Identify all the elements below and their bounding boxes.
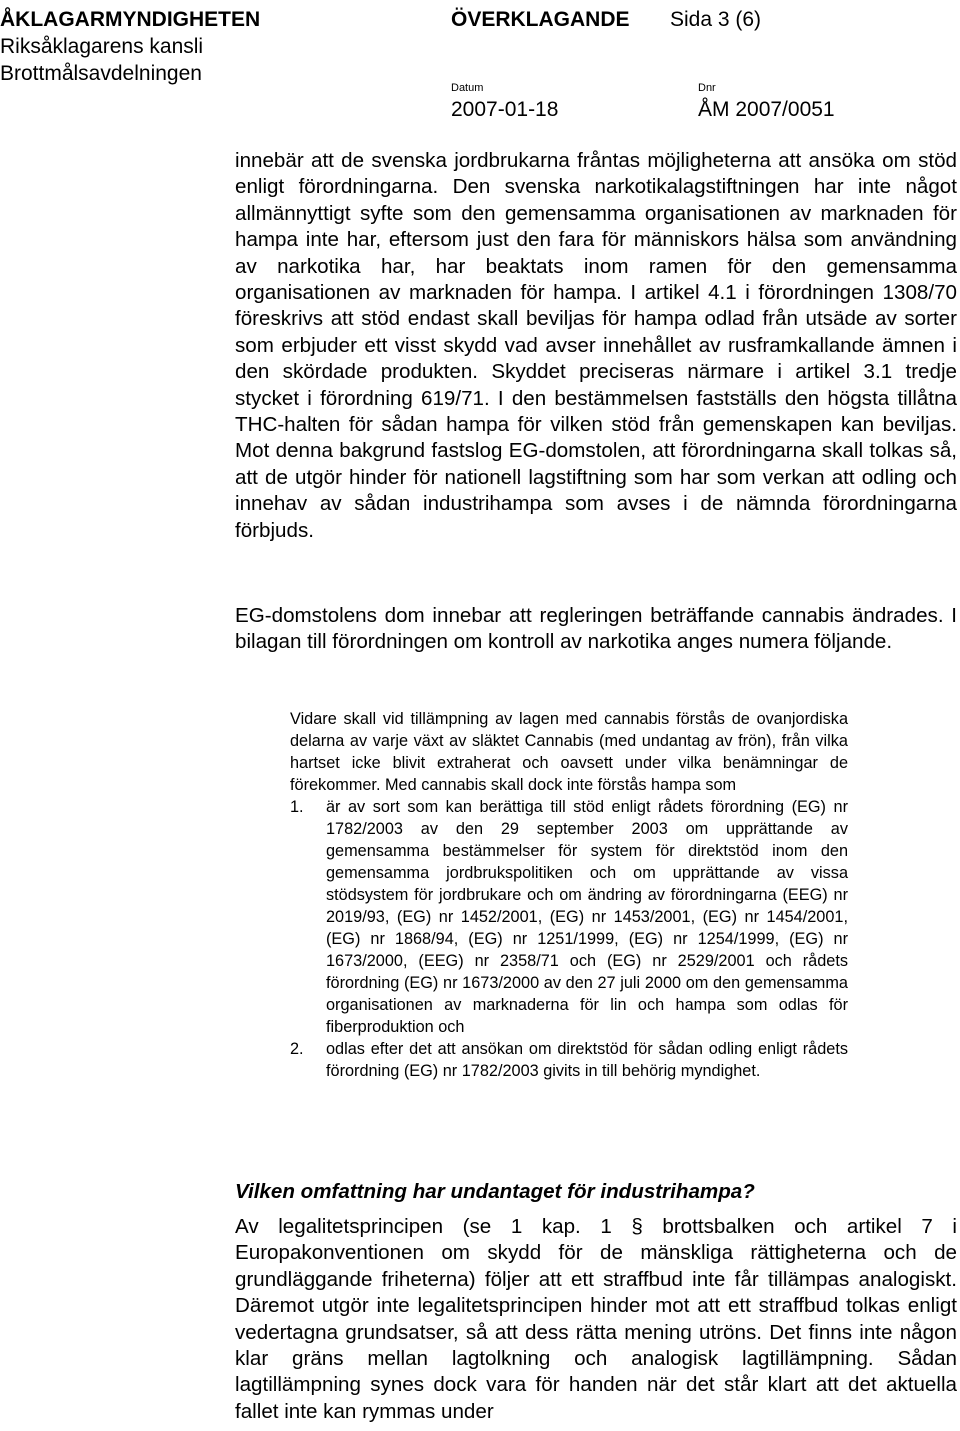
quote-list-item xyxy=(290,1038,848,1082)
list-number: 1. xyxy=(290,798,304,816)
section-heading: Vilken omfattning har undantaget för industrihampa? xyxy=(235,1180,755,1203)
list-item-text: är av sort som kan berättiga till stöd enligt rådets förordning (EG) nr 1782/2003 av den 29 september 2003 om upprättande av gemensamma bestämmelser för system för direktstöd inom den gemensamma jordbrukspolitiken och om upprättande av vissa stödsystem för jordbrukare och om ändring av förordningarna (EEG) nr 2019/93, (EG) nr 1452/2001, (EG) nr 1453/2001, (EG) nr 1454/2001, (EG) nr 1868/94, (EG) nr 1251/1999, (EG) nr 1254/1999, (EG) nr 1673/2000, (EEG) nr 2358/71 och (EG) nr 2529/2001 och rådets förordning (EG) nr 1673/2000 av den 27 juli 2000 om den gemensamma organisationen av marknaderna för lin och hampa som odlas för fiberproduktion och xyxy=(326,798,848,1036)
dnr-value: ÅM 2007/0051 xyxy=(698,98,835,121)
organization-block xyxy=(0,6,260,87)
office-name: Riksåklagarens kansli xyxy=(0,35,204,58)
page-number: Sida 3 (6) xyxy=(670,8,762,31)
paragraph-text: EG-domstolens dom innebar att regleringen beträffande cannabis ändrades. I bilagan till förordningen om kontroll av narkotika anges numera följande. xyxy=(235,604,957,654)
agency-name: ÅKLAGARMYNDIGHETEN xyxy=(0,8,261,31)
quoted-regulation xyxy=(290,708,848,1082)
list-item-text: odlas efter det att ansökan om direktstöd för sådan odling enligt rådets förordning (EG) nr 1782/2003 givits in till behörig myndighet. xyxy=(326,1040,848,1080)
quote-intro: Vidare skall vid tillämpning av lagen med cannabis förstås de ovanjordiska delarna av varje växt av släktet Cannabis (med undantag av frön), från vilka hartset icke blivit extraherat och oavsett under vilka benämningar de förekommer. Med cannabis skall dock inte förstås hampa som xyxy=(290,710,848,794)
document-type: ÖVERKLAGANDE xyxy=(451,8,630,31)
paragraph-text: innebär att de svenska jordbrukarna fråntas möjligheterna att ansöka om stöd enligt förordningarna. Den svenska narkotikalagstiftningen har inte något allmännyttigt syfte som den gemensamma organisationen av marknaden för hampa inte har, eftersom just den fara för människors hälsa som användning av narkotika har, har beaktats inom ramen för den gemensamma organisationen av marknaden för hampa. I artikel 4.1 i förordningen 1308/70 föreskrivs att stöd endast skall beviljas för hampa odlad från utsäde av sorter som erbjuder ett visst skydd vad avser innehållet av rusframkallande ämnen i den skördade produkten. Skyddet preciseras närmare i artikel 3.1 tredje stycket i förordning 619/71. I den bestämmelsen fastställs den högsta tillåtna THC-halten för sådan hampa för vilken stöd från gemenskapen kan beviljas. Mot denna bakgrund fastslog EG-domstolen, att förordningarna skall tolkas så, att de utgör hinder för nationell lagstiftning som har som verkan att odling och innehav av sådan industrihampa som avses i de nämnda förordningarna förbjuds. xyxy=(235,149,957,542)
body-paragraph-2 xyxy=(235,603,957,656)
body-paragraph-3 xyxy=(235,1214,957,1425)
paragraph-text: Av legalitetsprincipen (se 1 kap. 1 § brottsbalken och artikel 7 i Europakonventionen om skydd för de mänskliga rättigheterna och de grundläggande friheterna) följer att ett straffbud inte får tillämpas analogiskt. Däremot utgör inte legalitetsprincipen hinder mot att ett straffbud tolkas enligt vedertagna grundsatser, så att dess rätta mening utröns. Det finns inte någon klar gräns mellan lagtolkning och analogisk lagtillämpning. Sådan lagtillämpning synes dock vara för handen när det står klart att det aktuella fallet inte kan rymmas under xyxy=(235,1215,957,1423)
division-name: Brottmålsavdelningen xyxy=(0,62,202,85)
date-label: Datum xyxy=(451,82,484,94)
list-number: 2. xyxy=(290,1040,304,1058)
quote-list-item xyxy=(290,796,848,1038)
dnr-label: Dnr xyxy=(698,82,716,94)
body-paragraph-1 xyxy=(235,148,957,544)
date-value: 2007-01-18 xyxy=(451,98,559,121)
